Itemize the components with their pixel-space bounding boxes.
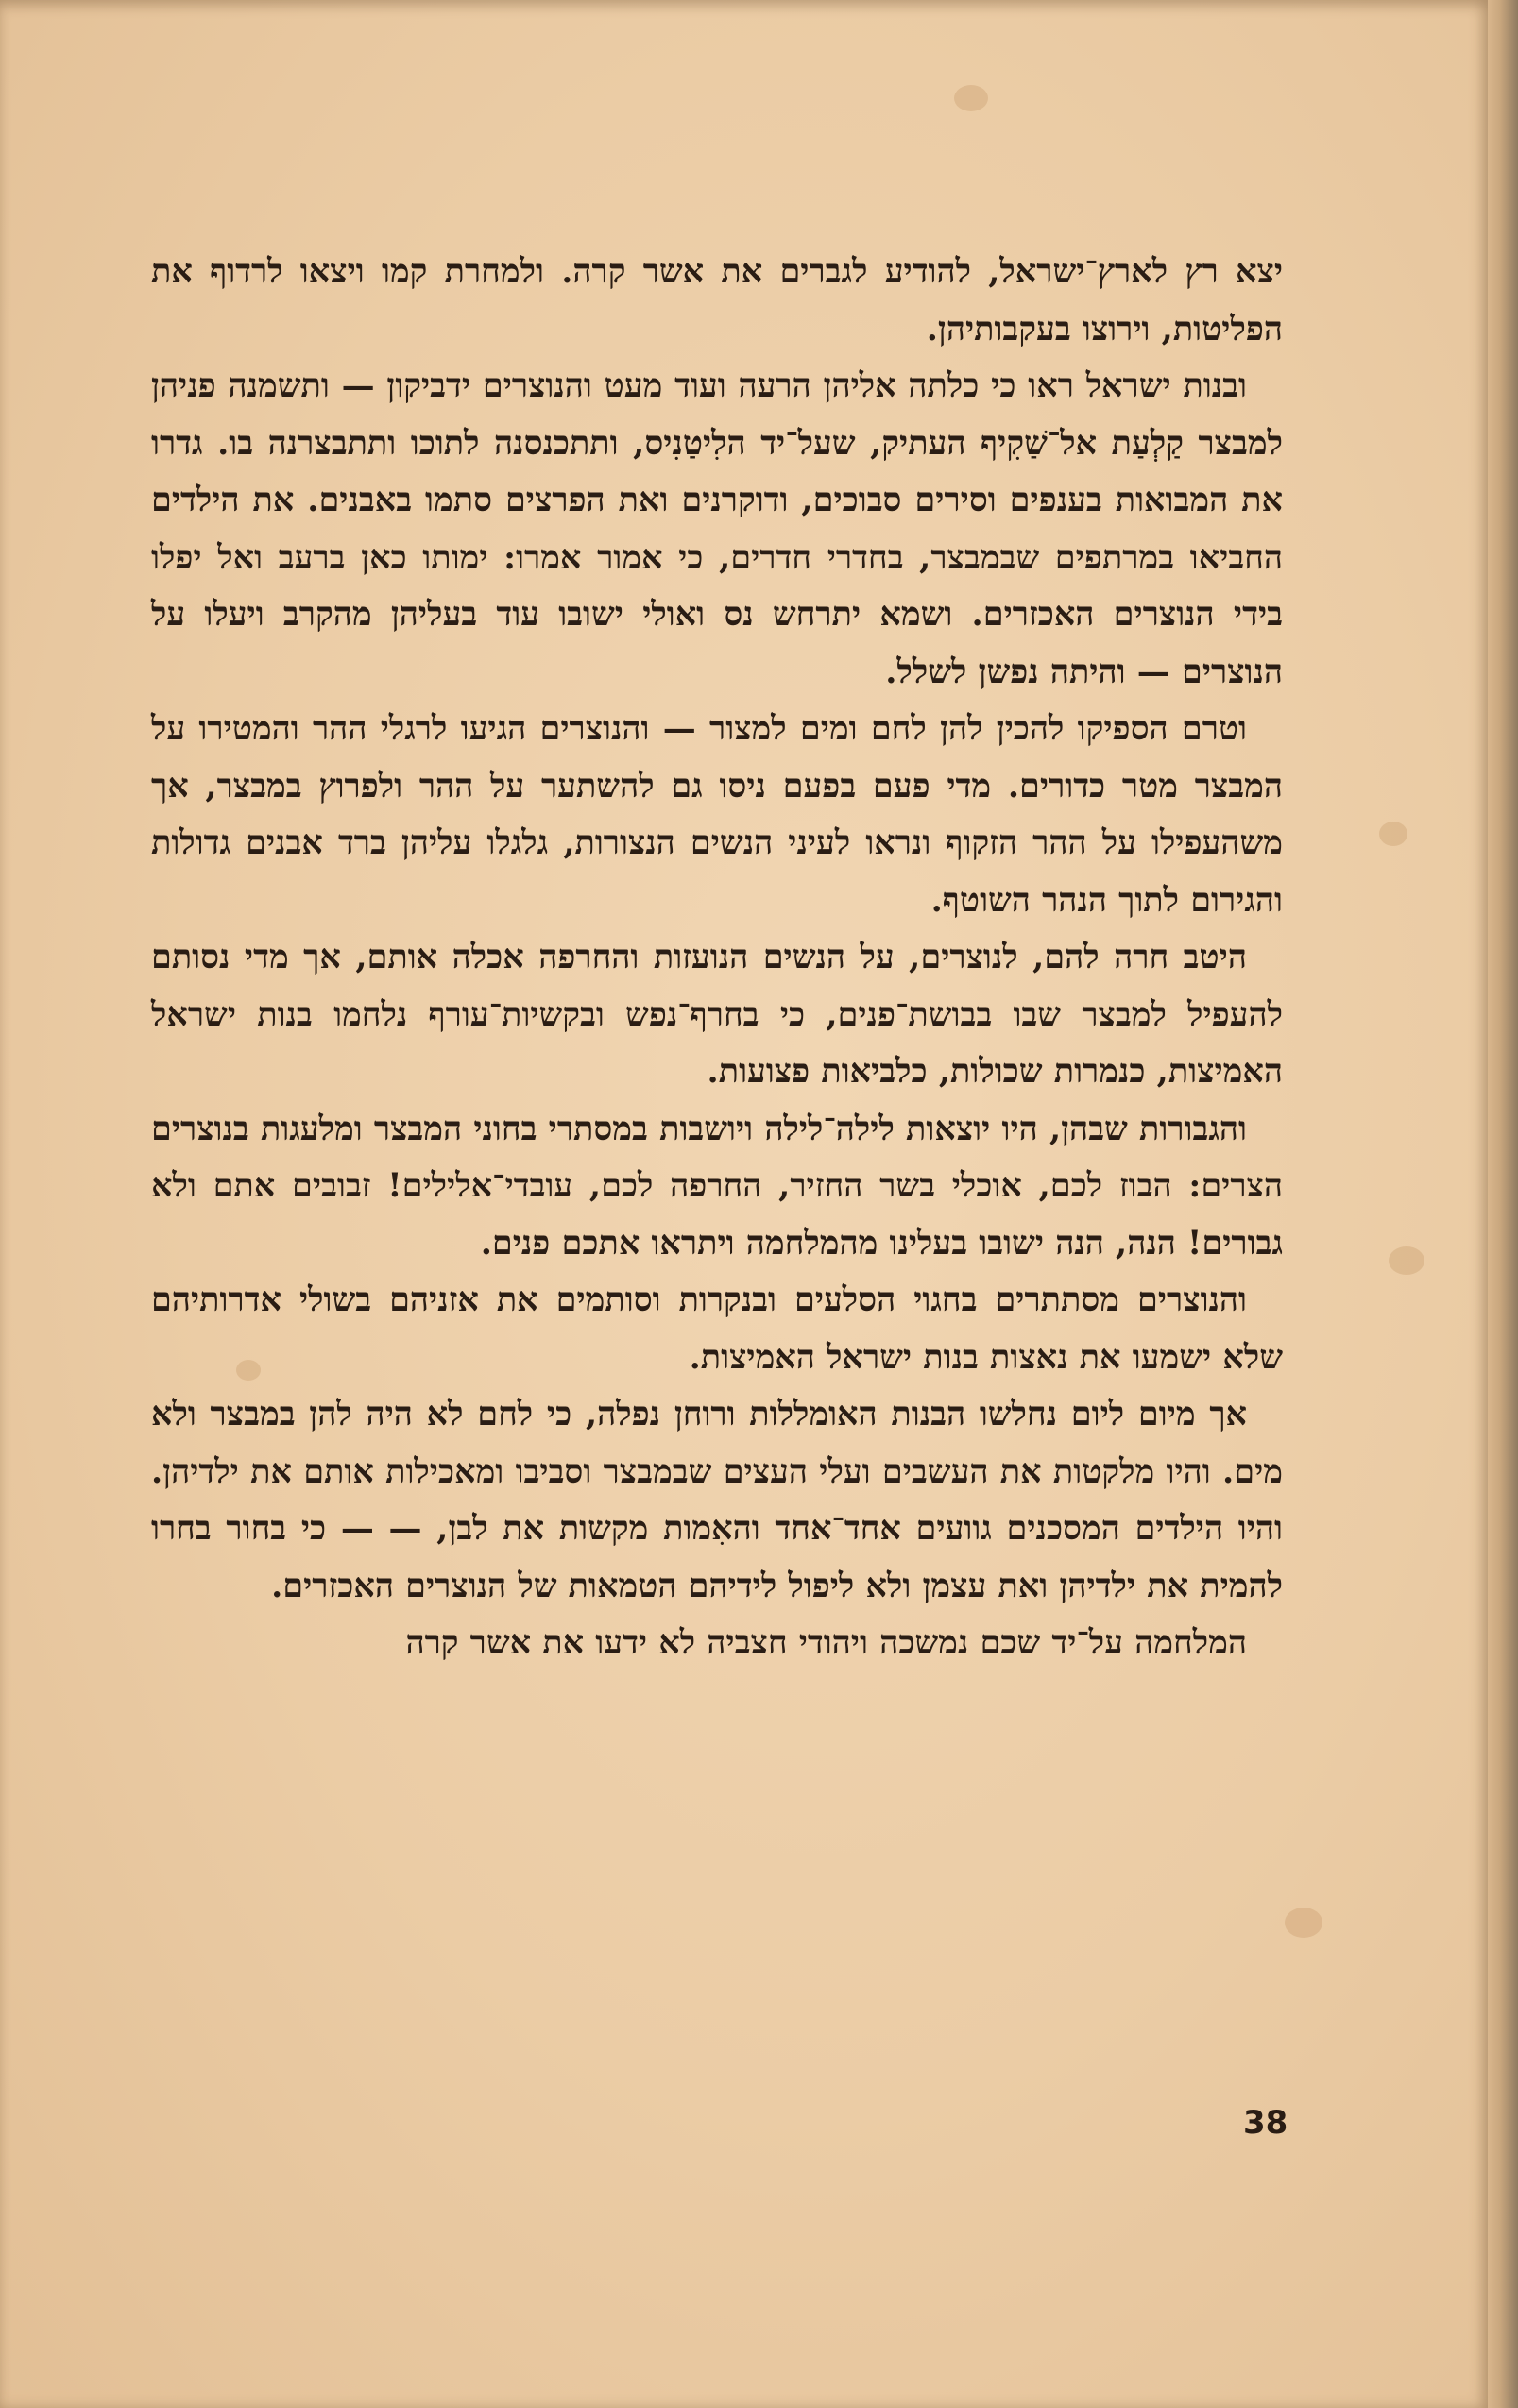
paragraph: המלחמה על־יד שכם נמשכה ויהודי חצביה לא ידעו את אשר קרה [405, 1623, 1247, 1662]
paragraph: והגבורות שבהן, היו יוצאות לילה־לילה ויושבות במסתרי בחוני המבצר ומלעגות בנוצרים הצרים: הבוז לכם, אוכלי בשר החזיר, החרפה לכם, עובדי־אלילים! זבובים אתם ולא גבורים! הנה, הנה ישובו בעלינו מהמלחמה ויתראו אתכם פנים. [151, 1109, 1283, 1263]
paper-stain [1285, 1908, 1322, 1938]
page-number: 38 [1243, 2104, 1288, 2142]
paragraph: ובנות ישראל ראו כי כלתה אליהן הרעה ועוד מעט והנוצרים ידביקון — ותשמנה פניהן למבצר קַלְעַת אל־שַׁקִיף העתיק, שעל־יד הלִיטַנִיס, ותתכנסנה לתוכו ותתבצרנה בו. גדרו את המבואות בענפים וסירים סבוכים, ודוקרנים ואת הפרצים סתמו באבנים. את הילדים החביאו במרתפים שבמבצר, בחדרי חדרים, כי אמור אמרו: ימותו כאן ברעב ואל יפלו בידי הנוצרים האכזרים. ושמא יתרחש נס ואולי ישובו עוד בעליהן מהקרב ויעלו על הנוצרים — והיתה נפשן לשלל. [151, 366, 1283, 691]
paper-stain [954, 85, 988, 111]
paragraph: אך מיום ליום נחלשו הבנות האומללות ורוחן נפלה, כי לחם לא היה להן במבצר ולא מים. והיו מלקטות את העשבים ועלי העצים שבמבצר וסביבו ומאכילות אותם את ילדיהן. והיו הילדים המסכנים גוועים אחד־אחד והאִמות מקשות את לבן, — — כי בחור בחרו להמית את ילדיהן ואת עצמן ולא ליפול לידיהם הטמאות של הנוצרים האכזרים. [151, 1395, 1283, 1605]
page-edge [1488, 0, 1518, 2408]
body-text [151, 244, 1283, 1672]
paragraph: והנוצרים מסתתרים בחגוי הסלעים ובנקרות וסותמים את אזניהם בשולי אדרותיהם שלא ישמעו את נאצות בנות ישראל האמיצות. [151, 1280, 1283, 1377]
paragraph: יצא רץ לארץ־ישראל, להודיע לגברים את אשר קרה. ולמחרת קמו ויצאו לרדוף את הפליטות, וירוצו בעקבותיהן. [151, 252, 1283, 348]
paragraph: היטב חרה להם, לנוצרים, על הנשים הנועזות והחרפה אכלה אותם, אך מדי נסותם להעפיל למבצר שבו בבושת־פנים, כי בחרף־נפש ובקשיות־עורף נלחמו בנות ישראל האמיצות, כנמרות שכולות, כלביאות פצועות. [151, 938, 1283, 1091]
paper-stain [1379, 822, 1407, 846]
paper-stain [1389, 1246, 1424, 1275]
paragraph: וטרם הספיקו להכין להן לחם ומים למצור — והנוצרים הגיעו לרגלי ההר והמטירו על המבצר מטר כדורים. מדי פעם בפעם ניסו גם להשתער על ההר ולפרוץ במבצר, אך משהעפילו על ההר הזקוף ונראו לעיני הנשים הנצורות, גלגלו עליהן ברד אבנים גדולות והגירום לתוך הנהר השוטף. [151, 709, 1283, 920]
